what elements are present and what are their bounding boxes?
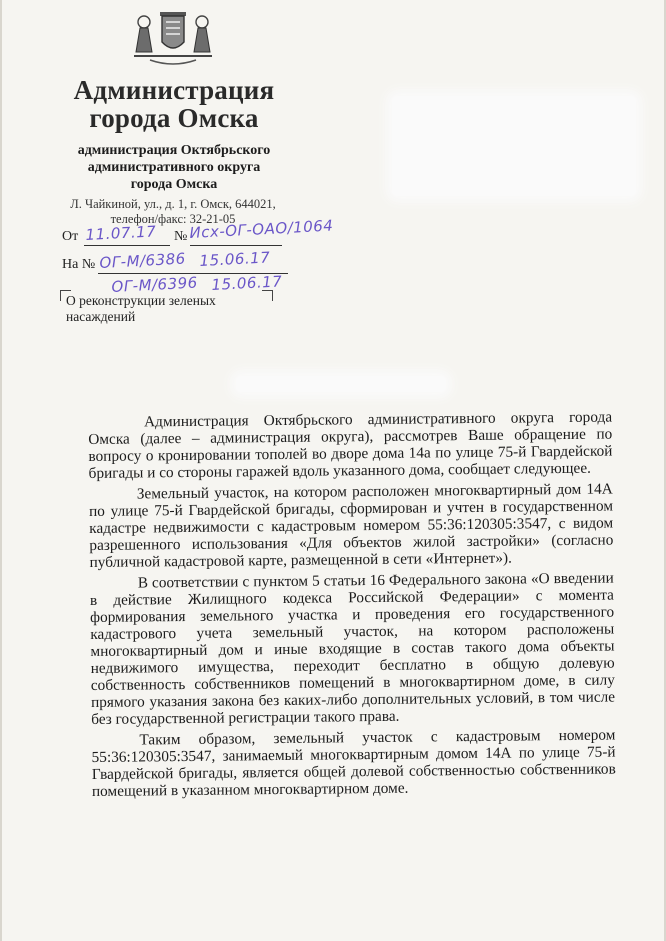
sub-organization bbox=[52, 142, 296, 193]
organization-title bbox=[40, 76, 308, 132]
body-paragraph-2: Земельный участок, на котором расположен многоквартирный дом 14А по улице 75-й Гвардейской бригады, сформирован и учтен в государственном кадастре недвижимости с кадастровым номером 55:36:120305:3547, с видом разрешенного использования «Для объектов жилой застройки» (согласно публичной кадастровой карте, размещенной в сети «Интернет»). bbox=[88, 480, 614, 571]
reference-date-2: 15.06.17 bbox=[211, 272, 283, 294]
subject-line2: насаждений bbox=[66, 309, 136, 324]
date-underline bbox=[84, 245, 170, 246]
number-label: № bbox=[174, 229, 188, 244]
reference-date-1: 15.06.17 bbox=[199, 248, 271, 270]
reference-number-1: ОГ-М/6386 bbox=[99, 249, 187, 272]
body-paragraph-4: Таким образом, земельный участок с кадастровым номером 55:36:120305:3547, занимаемый многоквартирным домом 14А по улице 75-й Гвардейской бригады, является общей долевой собственностью собственников помещений в указанном многоквартирном доме. bbox=[91, 726, 616, 800]
org-title-line2: города Омска bbox=[89, 103, 259, 133]
reference-line bbox=[62, 257, 95, 273]
org-title-line1: Администрация bbox=[73, 75, 275, 105]
outgoing-date: 11.07.17 bbox=[85, 222, 157, 244]
outgoing-line bbox=[62, 229, 78, 245]
address-line2: телефон/факс: 32-21-05 bbox=[110, 212, 236, 226]
page-edge-left bbox=[0, 0, 2, 941]
outgoing-number: Исх-ОГ-ОАО/1064 bbox=[189, 216, 334, 242]
subject-block bbox=[66, 293, 262, 325]
number-underline bbox=[190, 245, 282, 246]
subject-line1: О реконструкции зеленых bbox=[66, 293, 216, 308]
reference-label: На № bbox=[62, 257, 96, 272]
reference-number-2: ОГ-М/6396 bbox=[111, 273, 199, 296]
redacted-salutation bbox=[236, 376, 446, 392]
subject-bracket-right bbox=[262, 290, 273, 301]
coat-of-arms-icon bbox=[130, 8, 216, 72]
letter-body bbox=[88, 409, 616, 804]
sub-org-line3: города Омска bbox=[130, 177, 218, 192]
sub-org-line1: администрация Октябрьского bbox=[77, 143, 271, 158]
body-paragraph-3: В соответствии с пунктом 5 статьи 16 Федерального закона «О введении в действие Жилищного кодекса Российской Федерации» с момента формирования земельного участка и проведения его государственного кадастрового учета земельный участок, на котором расположены многоквартирный дом и иные входящие в состав такого дома объекты недвижимого имущества, переходит бесплатно в общую долевую собственность собственников помещений в многоквартирном доме, в силу прямого указания закона без каких-либо дополнительных условий, в том числе без государственной регистрации такого права. bbox=[89, 569, 616, 728]
from-label: От bbox=[62, 229, 79, 244]
redacted-recipient bbox=[392, 96, 636, 196]
body-paragraph-1: Администрация Октябрьского административного округа города Омска (далее – администрация округа), рассмотрев Ваше обращение по вопросу о кронировании тополей во дворе дома 14а по улице 75-й Гвардейской бригады и со стороны гаражей вдоль указанного дома, сообщает следующее. bbox=[88, 408, 613, 482]
address-line1: Л. Чайкиной, ул., д. 1, г. Омск, 644021, bbox=[70, 197, 276, 211]
sub-org-line2: административного округа bbox=[87, 160, 261, 175]
